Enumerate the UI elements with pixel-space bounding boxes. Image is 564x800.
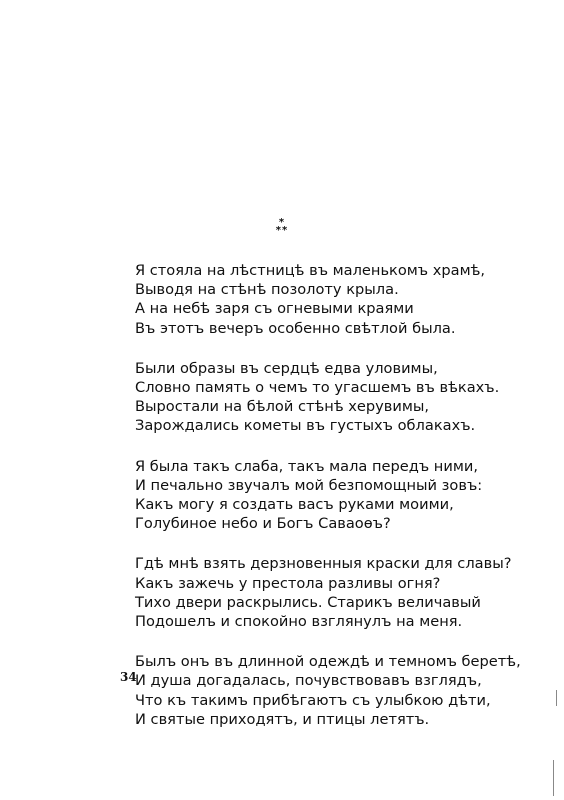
poem-line: А на небѣ заря съ огневыми краями xyxy=(135,300,414,318)
poem-line: И святые приходятъ, и птицы летятъ. xyxy=(135,710,430,728)
poem-line: Что къ такимъ прибѣгаютъ съ улыбкою дѣти, xyxy=(135,691,491,709)
poem-text xyxy=(135,261,535,750)
poem-line: Тихо двери раскрылись. Старикъ величавый xyxy=(135,593,481,611)
poem-line: Выводя на стѣнѣ позолоту крыла. xyxy=(135,281,399,299)
asterism-top: * xyxy=(278,217,286,228)
poem-line: Зарождались кометы въ густыхъ облакахъ. xyxy=(135,417,476,435)
scan-edge-mark xyxy=(553,760,554,796)
page-number: 34 xyxy=(120,670,137,684)
stanza-4 xyxy=(135,554,535,631)
poem-line: Гдѣ мнѣ взять дерзновенныя краски для славы? xyxy=(135,555,512,573)
stanza-5 xyxy=(135,652,535,729)
poem-line: Выростали на бѣлой стѣнѣ херувимы, xyxy=(135,398,430,416)
scan-edge-mark xyxy=(556,690,557,706)
poem-line: Я стояла на лѣстницѣ въ маленькомъ храмѣ, xyxy=(135,262,486,279)
poem-line: Подошелъ и спокойно взглянулъ на меня. xyxy=(135,613,463,631)
poem-line: И печально звучалъ мой безпомощный зовъ: xyxy=(135,476,483,494)
stanza-1 xyxy=(135,261,535,338)
poem-line: Какъ зажечь у престола разливы огня? xyxy=(135,574,441,592)
poem-line: Я была такъ слаба, такъ мала передъ ними, xyxy=(135,457,478,475)
poem-line: Какъ могу я создать васъ руками моими, xyxy=(135,496,454,514)
poem-line: Былъ онъ въ длинной одеждѣ и темномъ беретѣ, xyxy=(135,653,521,671)
poem-line: Въ этотъ вечеръ особенно свѣтлой была. xyxy=(135,319,456,337)
poem-line: Словно память о чемъ то угасшемъ въ вѣкахъ. xyxy=(135,379,500,397)
asterism-bottom: ** xyxy=(275,225,289,236)
poem-line: Голубиное небо и Богъ Саваоѳъ? xyxy=(135,515,391,533)
section-asterism xyxy=(0,218,564,236)
stanza-3 xyxy=(135,457,535,534)
poem-line: И душа догадалась, почувствовавъ взглядъ, xyxy=(135,672,482,690)
stanza-2 xyxy=(135,359,535,436)
poem-line: Были образы въ сердцѣ едва уловимы, xyxy=(135,359,438,377)
